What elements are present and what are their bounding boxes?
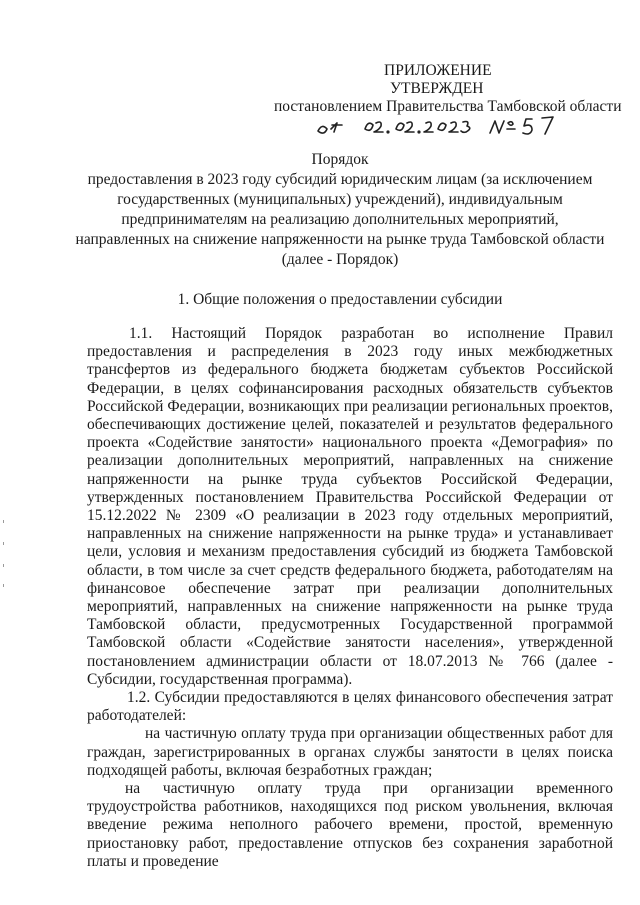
title-line: предпринимателям на реализацию дополнительных мероприятий, xyxy=(121,211,559,228)
paragraph-public-works: на частичную оплату труда при организации общественных работ для граждан, зарегистрированных в органах службы занятости в целях поиска подходящей работы, включая безработных граждан; xyxy=(87,725,613,779)
title-line: (далее - Порядок) xyxy=(281,251,399,268)
paragraph-temporary-employment: на частичную оплату труда при организации временного трудоустройства работников, находящихся под риском увольнения, включая введение режима неполного рабочего времени, простой, временную приостановку работ, предоставление отпусков без сохранения заработной платы и проведение xyxy=(87,780,613,870)
appendix-label: ПРИЛОЖЕНИЕ xyxy=(384,62,492,79)
paragraph-1-2: 1.2. Субсидии предоставляются в целях финансового обеспечения затрат работодателей: xyxy=(87,689,613,725)
approved-by-text: постановлением Правительства Тамбовской области xyxy=(274,98,622,115)
title-line: направленных на снижение напряженности на рынке труда Тамбовской области xyxy=(75,231,605,248)
title-line: государственных (муниципальных) учреждений), индивидуальным xyxy=(117,191,563,208)
document-title xyxy=(60,150,620,270)
paragraph-1-1: 1.1. Настоящий Порядок разработан во исполнение Правил предоставления и распределения в 2023 году иных межбюджетных трансфертов из федерального бюджета бюджетам субъектов Российской Федерации, в целях софинансирования расходных обязательств субъектов Российской Федерации, возникающих при реализации региональных проектов, обеспечивающих достижение целей, показателей и результатов федерального проекта «Содействие занятости» национального проекта «Демография» по реализации дополнительных мероприятий, направленных на снижение напряженности на рынке труда субъектов Российской Федерации, утвержденных постановлением Правительства Российской Федерации от 15.12.2022 № 2309 «О реализации в 2023 году отдельных мероприятий, направленных на снижение напряженности на рынке труда» и устанавливает цели, условия и механизм предоставления субсидий из бюджета Тамбовской области, в том числе за счет средств федерального бюджета, работодателям на финансовое обеспечение затрат при реализации дополнительных мероприятий, направленных на снижение напряженности на рынке труда Тамбовской области, предусмотренных Государственной программой Тамбовской области «Содействие занятости населения», утвержденной постановлением администрации области от 18.07.2013 № 766 (далее - Субсидии, государственная программа). xyxy=(87,325,613,688)
title-heading: Порядок xyxy=(311,151,369,168)
section-heading: 1. Общие положения о предоставлении субсидии xyxy=(177,291,503,308)
scan-margin-marks xyxy=(2,520,6,590)
handwritten-date-number xyxy=(310,111,580,141)
section-body xyxy=(87,325,613,871)
title-line: предоставления в 2023 году субсидий юридическим лицам (за исключением xyxy=(87,171,593,188)
approved-label: УТВЕРЖДЕН xyxy=(390,80,484,97)
approval-block xyxy=(230,62,630,116)
